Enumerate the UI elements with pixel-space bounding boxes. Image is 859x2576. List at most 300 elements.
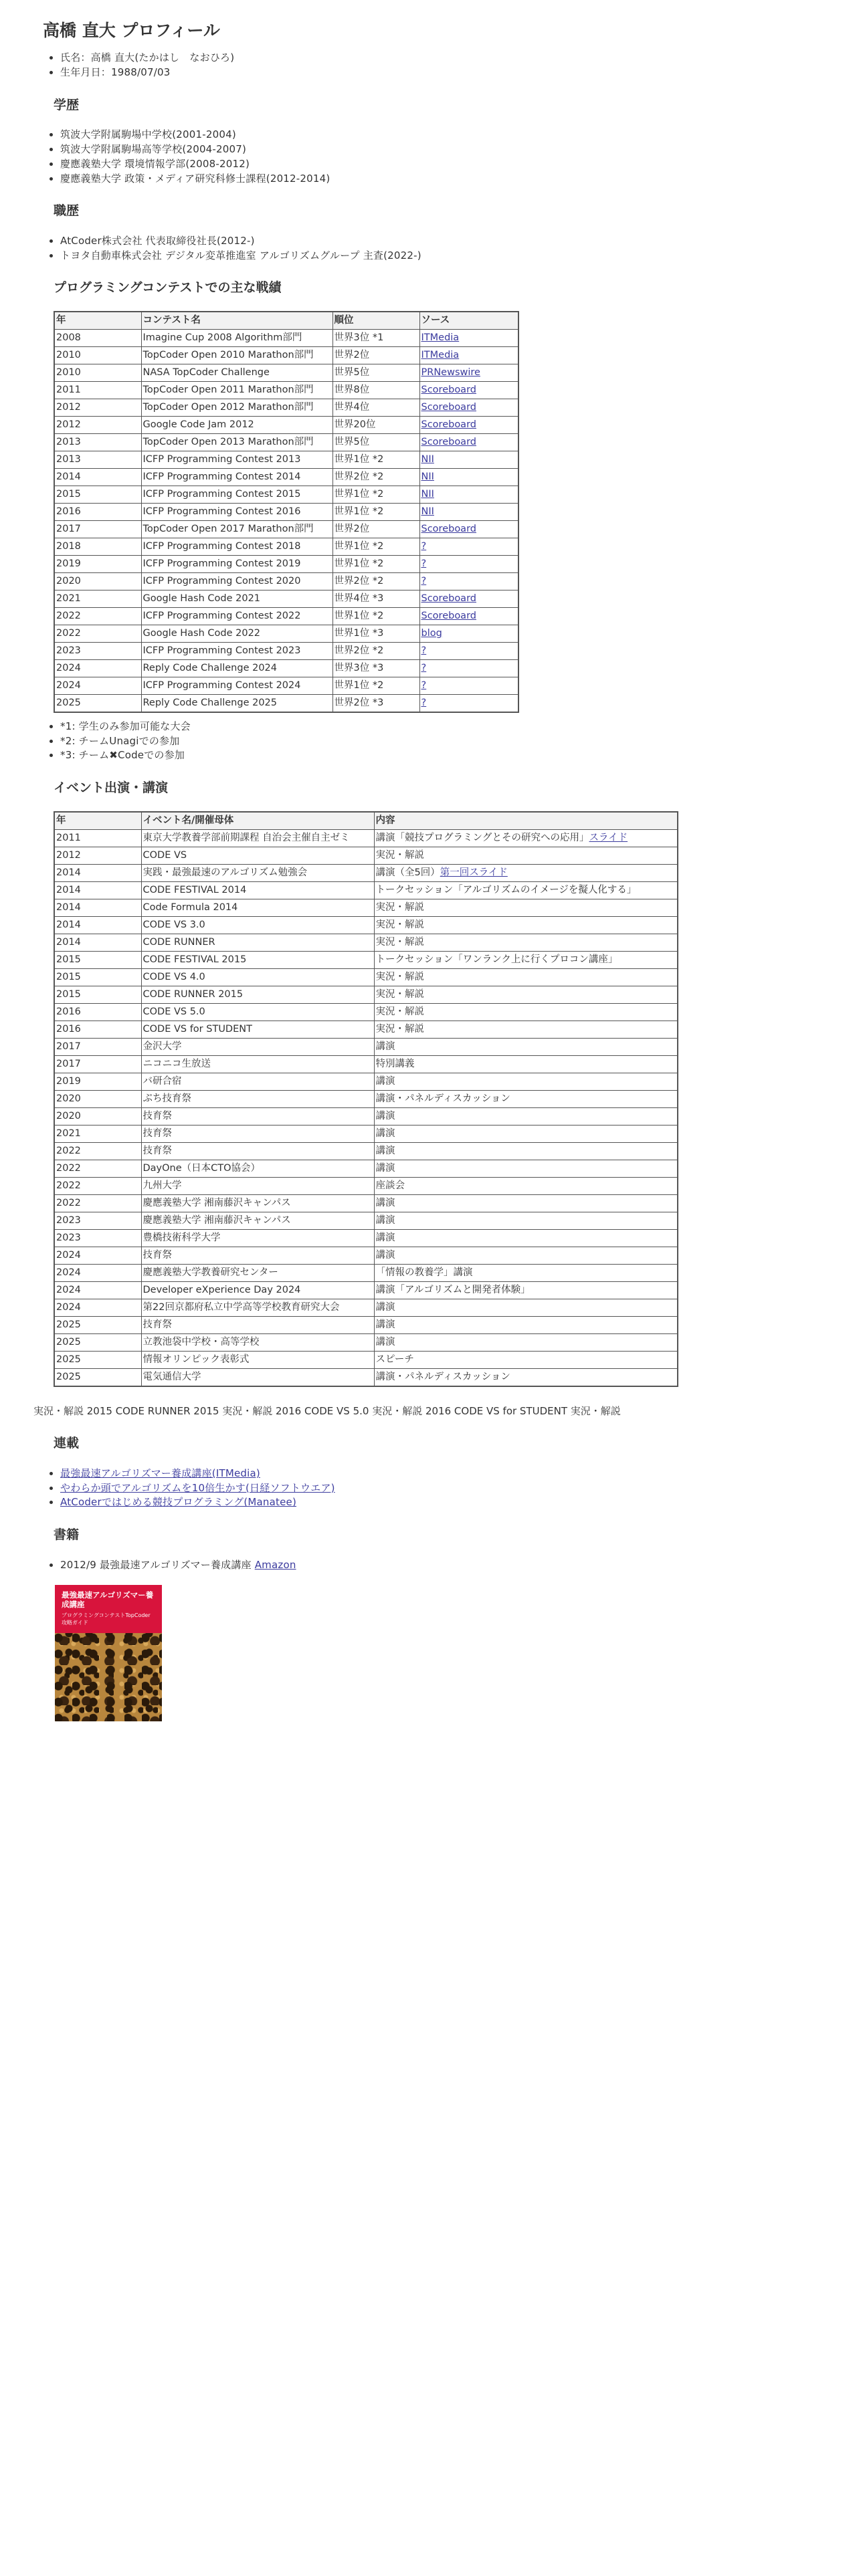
cell-contest-name: Google Hash Code 2021: [141, 590, 332, 607]
book-cover-band: [55, 1585, 162, 1633]
books-heading: 書籍: [54, 1527, 80, 1543]
cell-contest-name: Google Code Jam 2012: [141, 416, 332, 433]
table-row: [54, 555, 518, 572]
content-text: 実況・解説: [375, 919, 424, 930]
cell-contest-name: ICFP Programming Contest 2016: [141, 503, 332, 520]
cell-source: [419, 364, 518, 381]
content-text: 講演: [375, 1075, 395, 1087]
source-link[interactable]: Scoreboard: [421, 384, 476, 395]
cell-year: 2014: [54, 864, 141, 881]
source-link[interactable]: ?: [421, 575, 427, 586]
source-link[interactable]: Scoreboard: [421, 610, 476, 621]
content-text: 講演・パネルディスカッション: [375, 1371, 510, 1382]
education-heading: 学歴: [54, 97, 80, 112]
cell-contest-name: ICFP Programming Contest 2023: [141, 642, 332, 659]
table-row: [54, 381, 518, 399]
serial-item: [60, 1481, 859, 1496]
table-row: [54, 1247, 678, 1264]
table-row: [54, 1107, 678, 1125]
cell-source: [419, 642, 518, 659]
content-text: 実況・解説: [375, 1023, 424, 1035]
cell-event-name: 技育祭: [141, 1125, 374, 1142]
cell-year: 2015: [54, 486, 141, 503]
cell-event-name: CODE VS 4.0: [141, 968, 374, 986]
cell-contest-name: ICFP Programming Contest 2013: [141, 451, 332, 468]
cell-source: [419, 572, 518, 590]
serial-list: [43, 1467, 859, 1510]
cell-year: 2022: [54, 1177, 141, 1194]
cell-content: [374, 968, 678, 986]
cell-rank: 世界8位: [332, 381, 419, 399]
cell-year: 2022: [54, 625, 141, 642]
cell-content: [374, 1229, 678, 1247]
cell-year: 2014: [54, 468, 141, 486]
table-row: [54, 503, 518, 520]
cell-content: [374, 1021, 678, 1038]
table-row: [54, 659, 518, 677]
serial-link[interactable]: やわらか頭でアルゴリズムを10倍生かす(日経ソフトウエア): [60, 1481, 335, 1494]
cell-rank: 世界2位 *2: [332, 572, 419, 590]
cell-year: 2016: [54, 1003, 141, 1021]
source-link[interactable]: ?: [421, 558, 427, 569]
cell-year: 2025: [54, 1351, 141, 1368]
table-row: [54, 1073, 678, 1090]
table-row: [54, 986, 678, 1003]
cell-content: [374, 899, 678, 916]
content-text: トークセッション「アルゴリズムのイメージを擬人化する」: [375, 884, 637, 895]
table-row: [54, 864, 678, 881]
cell-year: 2022: [54, 1194, 141, 1212]
cell-source: [419, 451, 518, 468]
cell-year: 2011: [54, 829, 141, 847]
source-link[interactable]: NII: [421, 471, 434, 482]
cell-year: 2025: [54, 1316, 141, 1333]
cell-content: [374, 881, 678, 899]
cell-year: 2024: [54, 1299, 141, 1316]
source-link[interactable]: ITMedia: [421, 349, 460, 360]
cell-contest-name: TopCoder Open 2011 Marathon部門: [141, 381, 332, 399]
cell-rank: 世界5位: [332, 364, 419, 381]
cell-event-name: CODE FESTIVAL 2014: [141, 881, 374, 899]
table-row: [54, 1021, 678, 1038]
education-item: • 慶應義塾大学 政策・メディア研究科修士課程(2012-2014): [60, 172, 859, 187]
cell-year: 2019: [54, 555, 141, 572]
cell-source: [419, 659, 518, 677]
cell-event-name: 実践・最強最速のアルゴリズム勉強会: [141, 864, 374, 881]
cell-event-name: CODE VS 3.0: [141, 916, 374, 934]
cell-rank: 世界1位 *2: [332, 677, 419, 694]
cell-year: 2012: [54, 847, 141, 864]
cell-content: [374, 1264, 678, 1281]
cell-contest-name: Reply Code Challenge 2025: [141, 694, 332, 712]
content-text: 講演: [375, 1319, 395, 1330]
content-text: 講演・パネルディスカッション: [375, 1093, 510, 1104]
table-header-row: [54, 812, 678, 830]
cell-event-name: 豊橋技術科学大学: [141, 1229, 374, 1247]
table-row: [54, 1142, 678, 1160]
education-list: [43, 128, 859, 186]
table-row: [54, 520, 518, 538]
table-row: [54, 847, 678, 864]
content-text: スピーチ: [375, 1354, 414, 1365]
profile-list: [43, 51, 859, 80]
content-text: 講演: [375, 1214, 395, 1226]
table-row: [54, 1055, 678, 1073]
cell-event-name: 九州大学: [141, 1177, 374, 1194]
cell-contest-name: ICFP Programming Contest 2014: [141, 468, 332, 486]
serial-item: [60, 1467, 859, 1481]
cell-year: 2012: [54, 416, 141, 433]
cell-rank: 世界1位 *2: [332, 486, 419, 503]
cell-content: [374, 1038, 678, 1055]
content-text: 講演: [375, 1162, 395, 1174]
cell-event-name: 慶應義塾大学 湘南藤沢キャンパス: [141, 1212, 374, 1229]
career-item: • トヨタ自動車株式会社 デジタル変革推進室 アルゴリズムグループ 主査(2022-): [60, 249, 859, 263]
cell-year: 2023: [54, 642, 141, 659]
cell-year: 2008: [54, 329, 141, 346]
table-row: [54, 1177, 678, 1194]
contest-note: • *1: 学生のみ参加可能な大会: [60, 720, 859, 734]
cell-rank: 世界2位: [332, 520, 419, 538]
table-row: [54, 1281, 678, 1299]
content-text: 特別講義: [375, 1058, 415, 1069]
cell-rank: 世界2位 *3: [332, 694, 419, 712]
cell-event-name: 技育祭: [141, 1316, 374, 1333]
source-link[interactable]: Scoreboard: [421, 401, 476, 413]
column-header-content: 内容: [374, 812, 678, 830]
cell-contest-name: ICFP Programming Contest 2020: [141, 572, 332, 590]
cell-year: 2020: [54, 1107, 141, 1125]
content-text: 「情報の教養学」講演: [375, 1267, 473, 1278]
cell-year: 2022: [54, 1142, 141, 1160]
cell-event-name: CODE VS for STUDENT: [141, 1021, 374, 1038]
cell-source: [419, 538, 518, 555]
slide-link[interactable]: スライド: [589, 832, 628, 843]
cell-content: [374, 1073, 678, 1090]
serial-item: [60, 1495, 859, 1510]
cell-year: 2024: [54, 1281, 141, 1299]
cell-rank: 世界1位 *3: [332, 625, 419, 642]
cell-event-name: ニコニコ生放送: [141, 1055, 374, 1073]
cell-content: [374, 1003, 678, 1021]
cell-content: [374, 1090, 678, 1107]
content-text: 講演（全5回）: [375, 867, 440, 878]
serial-link[interactable]: 最強最速アルゴリズマー養成講座(ITMedia): [60, 1467, 260, 1479]
cell-year: 2014: [54, 899, 141, 916]
cell-source: [419, 468, 518, 486]
cell-year: 2014: [54, 881, 141, 899]
table-row: [54, 642, 518, 659]
content-text: 講演: [375, 1145, 395, 1156]
cell-event-name: 技育祭: [141, 1142, 374, 1160]
cell-rank: 世界3位 *1: [332, 329, 419, 346]
cell-year: 2024: [54, 677, 141, 694]
cell-contest-name: NASA TopCoder Challenge: [141, 364, 332, 381]
career-list: [43, 234, 859, 263]
cell-source: [419, 381, 518, 399]
table-row: [54, 1212, 678, 1229]
cell-event-name: CODE FESTIVAL 2015: [141, 951, 374, 968]
books-list: [43, 1558, 859, 1573]
table-row: [54, 1368, 678, 1386]
content-text: 実況・解説: [375, 971, 424, 982]
cell-event-name: CODE VS: [141, 847, 374, 864]
cell-year: 2025: [54, 694, 141, 712]
stray-table-text: 実況・解説 2015 CODE RUNNER 2015 実況・解説 2016 CODE VS 5.0 実況・解説 2016 CODE VS for STUDENT 実況・解説: [33, 1404, 621, 1417]
cell-year: 2022: [54, 1160, 141, 1177]
table-row: [54, 486, 518, 503]
cell-source: [419, 433, 518, 451]
cell-year: 2010: [54, 346, 141, 364]
table-row: [54, 607, 518, 625]
cell-contest-name: ICFP Programming Contest 2015: [141, 486, 332, 503]
cell-source: [419, 555, 518, 572]
source-link[interactable]: ?: [421, 540, 427, 552]
cell-contest-name: ICFP Programming Contest 2022: [141, 607, 332, 625]
cell-event-name: 技育祭: [141, 1247, 374, 1264]
source-link[interactable]: PRNewswire: [421, 366, 480, 378]
cell-content: [374, 1055, 678, 1073]
serial-heading: 連載: [54, 1436, 80, 1451]
cell-contest-name: ICFP Programming Contest 2018: [141, 538, 332, 555]
content-text: 講演: [375, 1041, 395, 1052]
column-header-year: 年: [54, 312, 141, 330]
cell-rank: 世界4位: [332, 399, 419, 416]
cell-year: 2024: [54, 659, 141, 677]
cell-year: 2013: [54, 451, 141, 468]
cell-content: [374, 1351, 678, 1368]
education-item: • 慶應義塾大学 環境情報学部(2008-2012): [60, 157, 859, 172]
table-row: [54, 899, 678, 916]
contest-note: • *3: チーム✖Codeでの参加: [60, 748, 859, 763]
career-heading: 職歴: [54, 203, 80, 219]
source-link[interactable]: ITMedia: [421, 332, 460, 343]
cell-year: 2017: [54, 520, 141, 538]
cell-content: [374, 1281, 678, 1299]
cell-content: [374, 1368, 678, 1386]
source-link[interactable]: Scoreboard: [421, 523, 476, 534]
slide-link[interactable]: 第一回スライド: [440, 867, 508, 878]
content-text: 講演: [375, 1301, 395, 1313]
cell-event-name: 技育祭: [141, 1107, 374, 1125]
cell-rank: 世界1位 *2: [332, 538, 419, 555]
content-text: 講演: [375, 1128, 395, 1139]
table-row: [54, 1229, 678, 1247]
cell-contest-name: ICFP Programming Contest 2024: [141, 677, 332, 694]
cell-content: [374, 1107, 678, 1125]
table-row: [54, 572, 518, 590]
cell-content: [374, 829, 678, 847]
cell-event-name: 東京大学教養学部前期課程 自治会主催自主ゼミ: [141, 829, 374, 847]
cell-content: [374, 986, 678, 1003]
cell-contest-name: TopCoder Open 2017 Marathon部門: [141, 520, 332, 538]
cell-event-name: 金沢大学: [141, 1038, 374, 1055]
cell-year: 2015: [54, 986, 141, 1003]
source-link[interactable]: NII: [421, 453, 434, 465]
content-text: 実況・解説: [375, 901, 424, 913]
contest-table-body: [54, 329, 518, 712]
cell-source: [419, 677, 518, 694]
source-link[interactable]: Scoreboard: [421, 419, 476, 430]
cell-source: [419, 399, 518, 416]
cell-content: [374, 1125, 678, 1142]
cell-event-name: 情報オリンピック表彰式: [141, 1351, 374, 1368]
book-cover-subtitle: プログラミングコンテストTopCoder攻略ガイド: [62, 1612, 151, 1626]
cell-event-name: 慶應義塾大学教養研究センター: [141, 1264, 374, 1281]
cell-rank: 世界4位 *3: [332, 590, 419, 607]
contest-note: • *2: チームUnagiでの参加: [60, 734, 859, 749]
table-row: [54, 1090, 678, 1107]
book-cover-image[interactable]: [55, 1585, 162, 1721]
cell-content: [374, 934, 678, 951]
events-table-body: [54, 829, 678, 1386]
cell-event-name: CODE RUNNER 2015: [141, 986, 374, 1003]
cell-year: 2012: [54, 399, 141, 416]
cell-content: [374, 864, 678, 881]
cell-year: 2017: [54, 1055, 141, 1073]
cell-contest-name: Google Hash Code 2022: [141, 625, 332, 642]
cell-contest-name: Reply Code Challenge 2024: [141, 659, 332, 677]
table-row: [54, 934, 678, 951]
cell-contest-name: Imagine Cup 2008 Algorithm部門: [141, 329, 332, 346]
table-row: [54, 951, 678, 968]
content-text: 実況・解説: [375, 1006, 424, 1017]
cell-year: 2018: [54, 538, 141, 555]
cell-year: 2022: [54, 607, 141, 625]
source-link[interactable]: Scoreboard: [421, 436, 476, 447]
book-item-text: 2012/9 最強最速アルゴリズマー養成講座: [60, 1558, 255, 1571]
cell-content: [374, 1194, 678, 1212]
page-title: 高橋 直大 プロフィール: [43, 21, 220, 40]
contests-heading: プログラミングコンテストでの主な戦績: [54, 280, 282, 296]
cell-rank: 世界20位: [332, 416, 419, 433]
cell-year: 2020: [54, 572, 141, 590]
contest-results-table: [54, 311, 519, 713]
cell-source: [419, 520, 518, 538]
table-row: [54, 1003, 678, 1021]
table-row: [54, 1333, 678, 1351]
cell-contest-name: TopCoder Open 2013 Marathon部門: [141, 433, 332, 451]
education-item: • 筑波大学附属駒場中学校(2001-2004): [60, 128, 859, 142]
content-text: 講演: [375, 1232, 395, 1243]
cell-contest-name: TopCoder Open 2012 Marathon部門: [141, 399, 332, 416]
table-row: [54, 538, 518, 555]
column-header-year: 年: [54, 812, 141, 830]
source-link[interactable]: ?: [421, 645, 427, 656]
book-cover-title: 最強最速アルゴリズマー養成講座: [62, 1590, 154, 1610]
events-heading: イベント出演・講演: [54, 780, 169, 796]
amazon-link[interactable]: Amazon: [254, 1558, 296, 1571]
table-row: [54, 694, 518, 712]
cell-event-name: 電気通信大学: [141, 1368, 374, 1386]
cell-source: [419, 590, 518, 607]
cell-event-name: CODE RUNNER: [141, 934, 374, 951]
table-row: [54, 625, 518, 642]
cell-source: [419, 607, 518, 625]
cell-year: 2013: [54, 433, 141, 451]
cell-year: 2016: [54, 503, 141, 520]
cell-event-name: ぷち技育祭: [141, 1090, 374, 1107]
content-text: 実況・解説: [375, 988, 424, 1000]
cell-event-name: 慶應義塾大学 湘南藤沢キャンパス: [141, 1194, 374, 1212]
source-link[interactable]: blog: [421, 627, 442, 639]
cell-year: 2014: [54, 934, 141, 951]
cell-contest-name: TopCoder Open 2010 Marathon部門: [141, 346, 332, 364]
profile-birthdate: • 生年月日：1988/07/03: [60, 66, 859, 80]
cell-year: 2023: [54, 1229, 141, 1247]
cell-content: [374, 951, 678, 968]
table-row: [54, 433, 518, 451]
content-text: 講演: [375, 1249, 395, 1261]
content-text: 実況・解説: [375, 849, 424, 861]
career-item: • AtCoder株式会社 代表取締役社長(2012-): [60, 234, 859, 249]
serial-link[interactable]: AtCoderではじめる競技プログラミング(Manatee): [60, 1496, 297, 1509]
table-row: [54, 1351, 678, 1368]
cell-year: 2014: [54, 916, 141, 934]
content-text: 講演: [375, 1336, 395, 1348]
content-text: 講演「競技プログラミングとその研究への応用」: [375, 832, 589, 843]
cell-event-name: バ研合宿: [141, 1073, 374, 1090]
cell-rank: 世界3位 *3: [332, 659, 419, 677]
content-text: トークセッション「ワンランク上に行くプロコン講座」: [375, 954, 618, 965]
cell-content: [374, 1142, 678, 1160]
table-row: [54, 881, 678, 899]
cell-year: 2011: [54, 381, 141, 399]
column-header-source: ソース: [419, 312, 518, 330]
source-link[interactable]: ?: [421, 679, 427, 691]
cell-content: [374, 1247, 678, 1264]
source-link[interactable]: Scoreboard: [421, 593, 476, 604]
cell-year: 2024: [54, 1247, 141, 1264]
table-row: [54, 1038, 678, 1055]
cell-rank: 世界2位 *2: [332, 468, 419, 486]
source-link[interactable]: NII: [421, 506, 434, 517]
cell-year: 2021: [54, 1125, 141, 1142]
cell-content: [374, 847, 678, 864]
profile-name: • 氏名：高橋 直大(たかはし なおひろ): [60, 51, 859, 66]
cell-rank: 世界1位 *2: [332, 503, 419, 520]
cell-year: 2016: [54, 1021, 141, 1038]
cell-rank: 世界5位: [332, 433, 419, 451]
cell-content: [374, 1160, 678, 1177]
table-row: [54, 451, 518, 468]
cell-source: [419, 416, 518, 433]
cell-event-name: 第22回京都府私立中学高等学校教育研究大会: [141, 1299, 374, 1316]
cell-event-name: Developer eXperience Day 2024: [141, 1281, 374, 1299]
contest-notes-list: [43, 720, 859, 763]
table-row: [54, 1160, 678, 1177]
table-row: [54, 1299, 678, 1316]
cell-event-name: CODE VS 5.0: [141, 1003, 374, 1021]
cell-content: [374, 1212, 678, 1229]
source-link[interactable]: ?: [421, 697, 427, 708]
source-link[interactable]: NII: [421, 488, 434, 500]
column-header-event: イベント名/開催母体: [141, 812, 374, 830]
table-row: [54, 829, 678, 847]
table-row: [54, 1125, 678, 1142]
cell-year: 2025: [54, 1368, 141, 1386]
cell-event-name: 立教池袋中学校・高等学校: [141, 1333, 374, 1351]
cell-rank: 世界1位 *2: [332, 607, 419, 625]
cell-content: [374, 916, 678, 934]
table-row: [54, 677, 518, 694]
cell-event-name: DayOne（日本CTO協会）: [141, 1160, 374, 1177]
cell-content: [374, 1177, 678, 1194]
source-link[interactable]: ?: [421, 662, 427, 673]
content-text: 講演: [375, 1110, 395, 1121]
table-row: [54, 416, 518, 433]
cell-year: 2024: [54, 1264, 141, 1281]
